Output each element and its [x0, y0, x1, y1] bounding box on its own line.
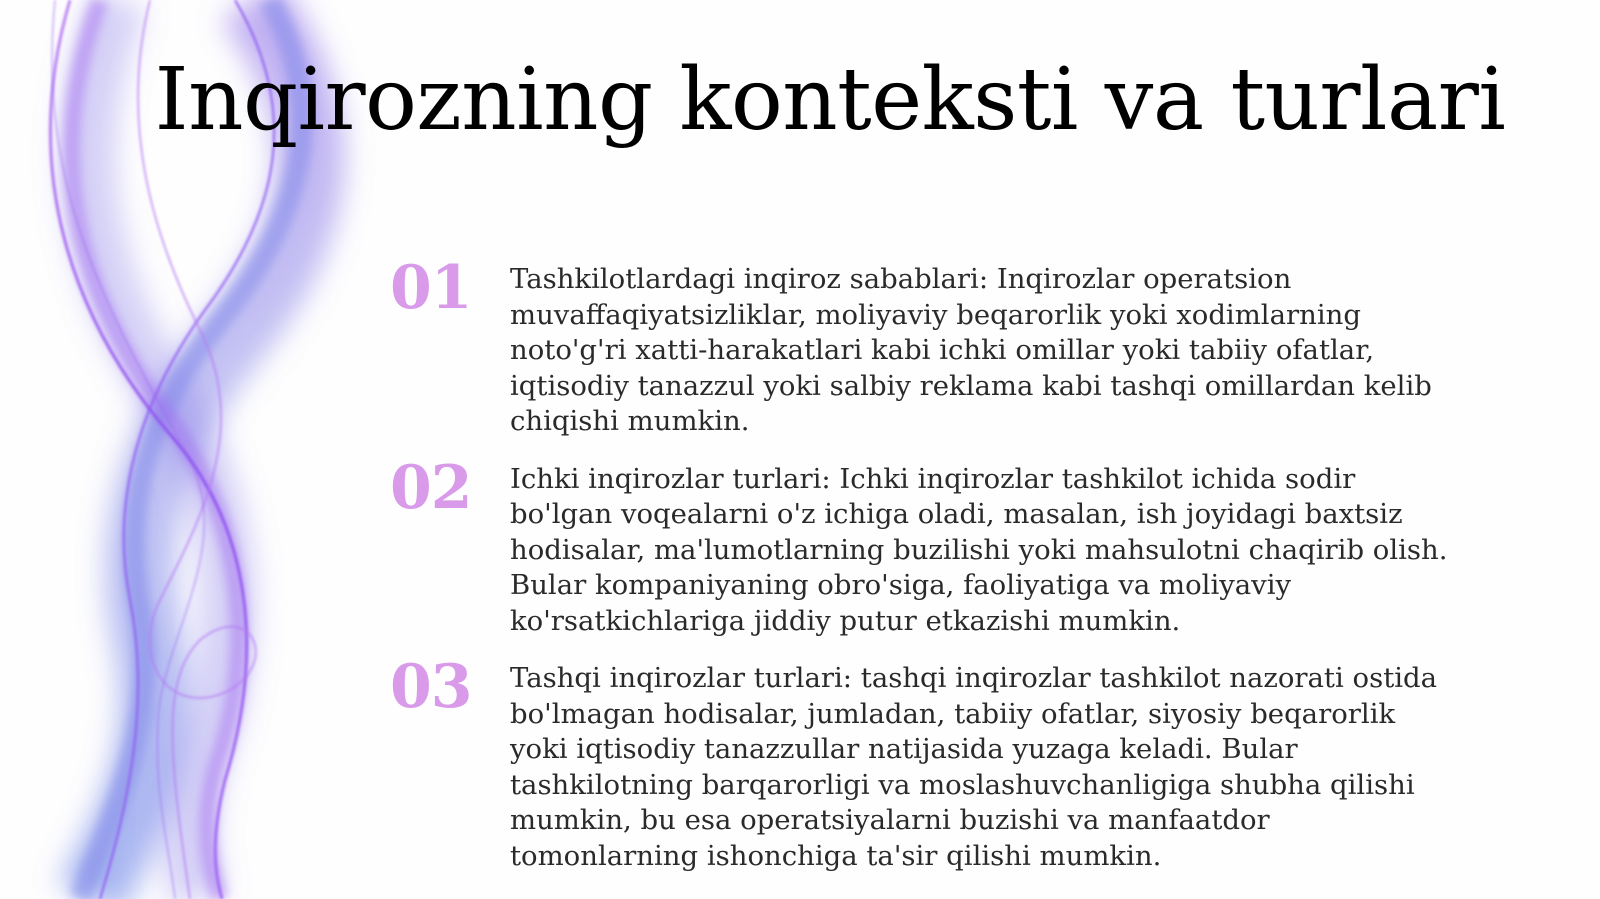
item-number: 03 — [390, 652, 472, 722]
numbered-list — [390, 253, 1450, 896]
list-item — [390, 253, 1450, 440]
list-item — [390, 452, 1450, 640]
page-title: Inqirozning konteksti va turlari — [154, 50, 1506, 150]
item-number: 01 — [390, 253, 472, 323]
item-text: Tashkilotlardagi inqiroz sabablari: Inqirozlar operatsion muvaffaqiyatsizliklar, moliyaviy beqarorlik yoki xodimlarning noto'g'ri xatti-harakatlari kabi ichki omillar yoki tabiiy ofatlar, iqtisodiy tanazzul yoki salbiy reklama kabi tashqi omillardan kelib chiqishi mumkin. — [510, 263, 1432, 437]
item-number: 02 — [390, 452, 472, 523]
list-item — [390, 652, 1450, 874]
item-text: Tashqi inqirozlar turlari: tashqi inqirozlar tashkilot nazorati ostida bo'lmagan hodisalar, jumladan, tabiiy ofatlar, siyosiy beqarorlik yoki iqtisodiy tanazzullar natijasida yuzaga keladi. Bular tashkilotning barqarorligi va moslashuvchanligiga shubha qilishi mumkin, bu esa operatsiyalarni buzishi va manfaatdor tomonlarning ishonchiga ta'sir qilishi mumkin. — [510, 662, 1438, 872]
item-text: Ichki inqirozlar turlari: Ichki inqirozlar tashkilot ichida sodir bo'lgan voqealarni o'z ichiga oladi, masalan, ish joyidagi baxtsiz hodisalar, ma'lumotlarning buzilishi yoki mahsulotni chaqirib olish. Bular kompaniyaning obro'siga, faoliyatiga va moliyaviy ko'rsatkichlariga jiddiy putur etkazishi mumkin. — [510, 462, 1448, 637]
